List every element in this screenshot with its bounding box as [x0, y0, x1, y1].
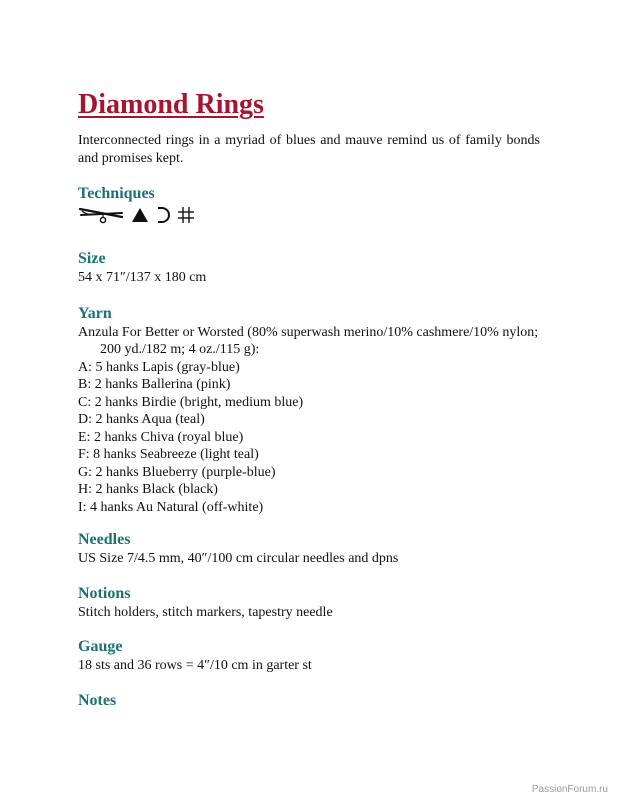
yarn-description: Anzula For Better or Worsted (80% superwash merino/10% cashmere/10% nylon; 200 yd./182 m; 4 oz./115 g):	[78, 324, 539, 357]
techniques-section	[78, 184, 540, 229]
list-item: E: 2 hanks Chiva (royal blue)	[78, 429, 244, 445]
notions-text: Stitch holders, stitch markers, tapestry needle	[78, 604, 333, 620]
list-item: G: 2 hanks Blueberry (purple-blue)	[78, 464, 276, 480]
list-item: C: 2 hanks Birdie (bright, medium blue)	[78, 394, 304, 410]
gauge-section	[78, 637, 540, 675]
notes-section	[78, 691, 540, 711]
techniques-heading: Techniques	[78, 185, 155, 202]
needles-text: US Size 7/4.5 mm, 40″/100 cm circular needles and dpns	[78, 551, 399, 566]
pattern-content	[78, 88, 540, 711]
pattern-intro: Interconnected rings in a myriad of blues and mauve remind us of family bonds and promises kept.	[78, 133, 540, 166]
list-item: F: 8 hanks Seabreeze (light teal)	[78, 447, 259, 462]
list-item: I: 4 hanks Au Natural (off-white)	[78, 499, 264, 515]
notions-heading: Notions	[78, 584, 131, 602]
size-text: 54 x 71″/137 x 180 cm	[78, 270, 207, 285]
techniques-icons	[78, 205, 540, 229]
size-heading: Size	[78, 250, 106, 267]
triangle-icon	[131, 207, 149, 228]
yarn-section	[78, 304, 540, 517]
site-watermark: PassionForum.ru	[531, 784, 608, 795]
yarn-list	[78, 359, 540, 517]
needles-heading: Needles	[78, 531, 131, 548]
needles-section	[78, 530, 540, 568]
knitting-needles-icon	[78, 206, 124, 229]
list-item: B: 2 hanks Ballerina (pink)	[78, 377, 231, 392]
notes-heading: Notes	[78, 691, 117, 709]
gauge-text: 18 sts and 36 rows = 4″/10 cm in garter st	[78, 658, 312, 673]
list-item: D: 2 hanks Aqua (teal)	[78, 412, 205, 427]
gauge-heading: Gauge	[78, 638, 123, 655]
crochet-hook-icon	[156, 206, 170, 229]
size-section	[78, 249, 540, 287]
hash-grid-icon	[177, 206, 195, 229]
pattern-title: Diamond Rings	[78, 89, 264, 120]
yarn-heading: Yarn	[78, 304, 112, 322]
notions-section	[78, 584, 540, 622]
list-item: H: 2 hanks Black (black)	[78, 482, 218, 497]
list-item: A: 5 hanks Lapis (gray-blue)	[78, 359, 240, 375]
